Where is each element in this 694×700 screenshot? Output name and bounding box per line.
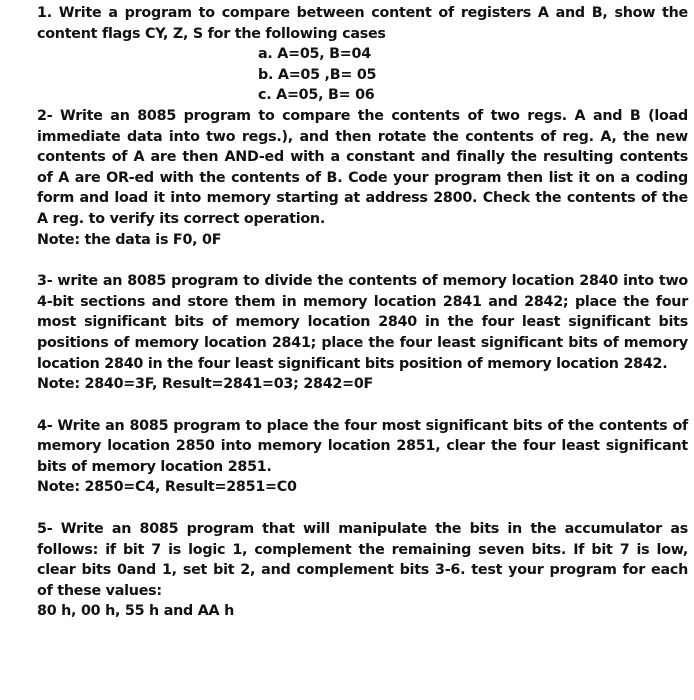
spacer — [37, 498, 688, 519]
question-2-text: 2- Write an 8085 program to compare the contents of two regs. A and B (load immediate data into two regs.), and then rotate the contents of reg. A, the new contents of A are then AND-ed with a constant and finally the resulting contents of A are OR-ed with the contents of B. Code your program then list it on a coding form and load it into memory starting at address 2800. Check the contents of the A reg. to verify its correct operation. — [37, 107, 688, 227]
question-3-text: 3- write an 8085 program to divide the contents of memory location 2840 into two 4-bit sections and store them in memory location 2841 and 2842; place the four most significant bits of memory location 2840 in the four least significant bits positions of memory location 2841; place the four least significant bits of memory location 2840 in the four least significant bits position of memory location 2842. — [37, 273, 688, 372]
spacer — [37, 395, 688, 416]
question-2-note: Note: the data is F0, 0F — [37, 231, 222, 248]
case-b: b. A=05 ,B= 05 — [258, 66, 377, 83]
question-4-note: Note: 2850=C4, Result=2851=C0 — [37, 479, 297, 496]
question-5-values: 80 h, 00 h, 55 h and AA h — [37, 603, 235, 620]
spacer — [37, 250, 688, 271]
question-3-note: Note: 2840=3F, Result=2841=03; 2842=0F — [37, 376, 374, 393]
case-a: a. A=05, B=04 — [258, 46, 371, 63]
question-4-text: 4- Write an 8085 program to place the four most significant bits of the contents of memory location 2850 into memory location 2851, clear the four least significant bits of memory location 2851. — [37, 417, 688, 475]
question-1-text: 1. Write a program to compare between content of registers A and B, show the content flags CY, Z, S for the following cases — [37, 5, 688, 42]
question-1-cases — [37, 44, 688, 106]
question-5-text: 5- Write an 8085 program that will manipulate the bits in the accumulator as follows: if bit 7 is logic 1, complement the remaining seven bits. If bit 7 is low, clear bits 0and 1, set bit 2, and complement bits 3-6. test your program for each of these values: — [37, 521, 688, 599]
case-c: c. A=05, B= 06 — [258, 87, 375, 104]
document-page — [37, 3, 688, 622]
